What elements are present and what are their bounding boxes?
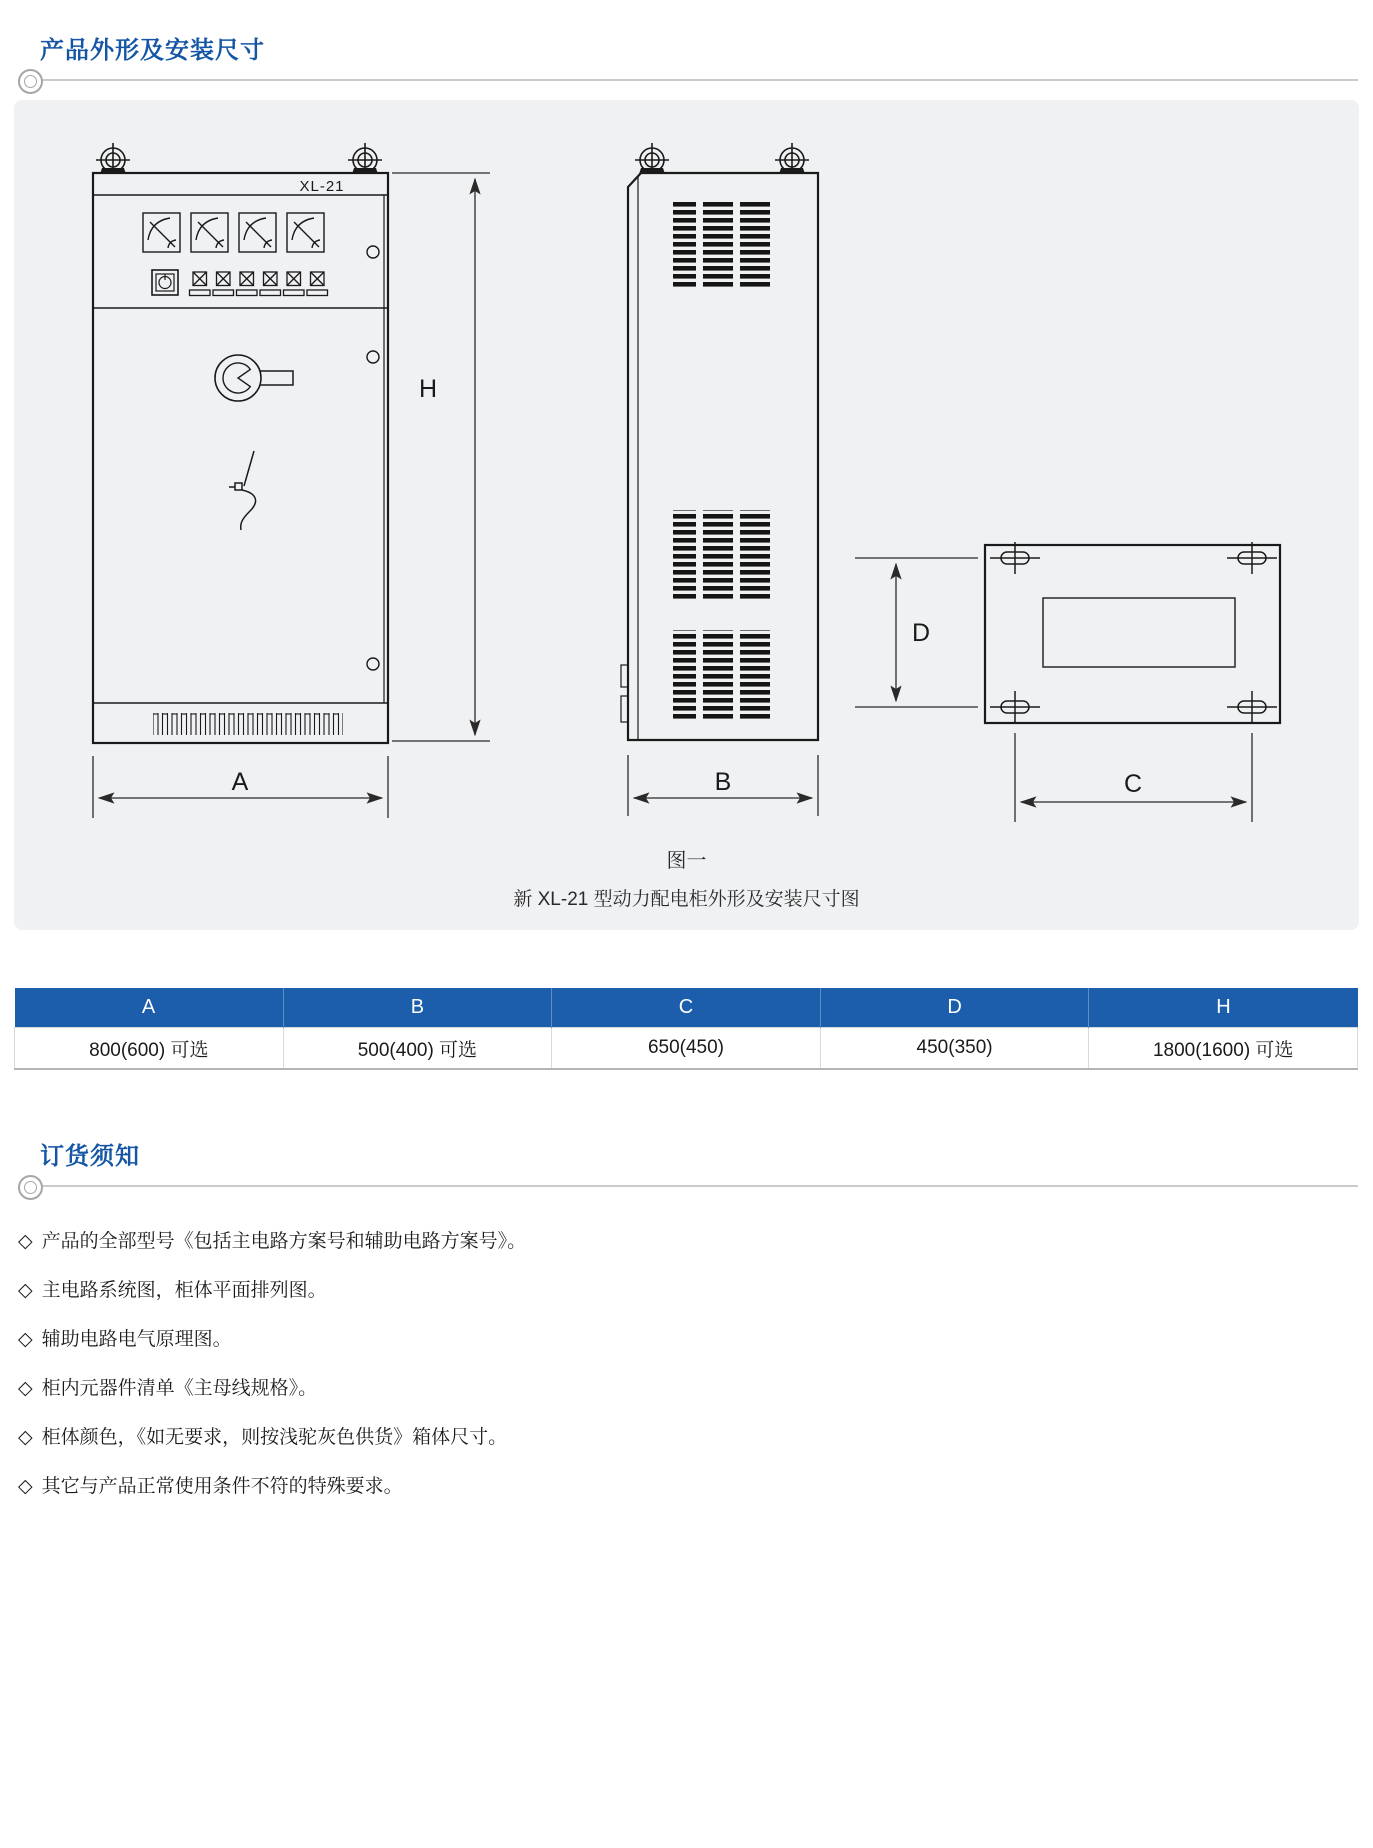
panel-meter-icon [191, 213, 228, 252]
figure-caption: 新 XL-21 型动力配电柜外形及安装尺寸图 [513, 889, 860, 910]
value-c: 650(450) [552, 1028, 821, 1070]
column-header-b: B [283, 988, 552, 1028]
dim-label-h: H [418, 375, 438, 403]
door-lock-icon [367, 658, 379, 670]
indicator-lamp-icon [307, 272, 328, 296]
list-item [18, 1373, 1373, 1400]
diamond-bullet-icon: ◇ [18, 1476, 33, 1497]
side-view [621, 143, 818, 740]
dim-label-d: D [911, 619, 931, 647]
note-text: 辅助电路电气原理图。 [41, 1329, 232, 1350]
column-header-a: A [15, 988, 284, 1028]
cabinet-model-label: XL-21 [299, 178, 345, 195]
panel-meter-icon [287, 213, 324, 252]
bottom-vent-grille [153, 713, 343, 735]
note-text: 其它与产品正常使用条件不符的特殊要求。 [41, 1476, 403, 1497]
ordering-notes-title: 订货须知 [40, 1143, 140, 1170]
table-header-row [15, 988, 1358, 1028]
control-button-icon [152, 270, 178, 295]
column-header-c: C [552, 988, 821, 1028]
note-text: 柜内元器件清单《主母线规格》。 [41, 1378, 318, 1399]
indicator-lamp-icon [237, 272, 258, 296]
value-b: 500(400) 可选 [283, 1028, 552, 1070]
divider-line [37, 79, 1358, 81]
side-vent-grille [673, 510, 777, 599]
divider-line [37, 1185, 1358, 1187]
mounting-view [985, 542, 1280, 723]
indicator-lamp-icon [213, 272, 234, 296]
dim-label-a: A [231, 768, 249, 796]
door-lock-icon [367, 246, 379, 258]
lifting-eyebolt-icon [635, 143, 669, 174]
page-title: 产品外形及安装尺寸 [40, 37, 265, 64]
lifting-eyebolt-icon [775, 143, 809, 174]
note-text: 柜体颜色，《如无要求，则按浅驼灰色供货》箱体尺寸。 [41, 1427, 508, 1448]
ordering-notes-list [0, 1226, 1373, 1498]
section-ordering-notes-header [0, 1136, 1373, 1200]
column-header-d: D [820, 988, 1089, 1028]
figure-number: 图一 [666, 850, 707, 872]
technical-drawing [14, 100, 1358, 840]
value-h: 1800(1600) 可选 [1089, 1028, 1358, 1070]
note-text: 主电路系统图，柜体平面排列图。 [41, 1280, 327, 1301]
list-item [18, 1324, 1373, 1351]
table-value-row [15, 1028, 1358, 1070]
note-text: 产品的全部型号《包括主电路方案号和辅助电路方案号》。 [41, 1231, 527, 1252]
side-vent-grille [673, 201, 777, 290]
lifting-eyebolt-icon [96, 143, 130, 174]
section-product-dimensions-header [0, 0, 1373, 94]
figure-panel [14, 100, 1359, 930]
mounting-hole-icon [990, 691, 1040, 723]
header-divider [0, 68, 1373, 94]
list-item [18, 1471, 1373, 1498]
diamond-bullet-icon: ◇ [18, 1231, 33, 1252]
mounting-hole-icon [1227, 542, 1277, 574]
side-vent-grille [673, 630, 777, 722]
dim-label-c: C [1123, 770, 1143, 798]
rotary-handle-icon [215, 355, 293, 401]
list-item [18, 1275, 1373, 1302]
lightning-emblem-icon [229, 451, 256, 530]
mounting-hole-icon [1227, 691, 1277, 723]
diamond-bullet-icon: ◇ [18, 1280, 33, 1301]
door-lock-icon [367, 351, 379, 363]
value-a: 800(600) 可选 [15, 1028, 284, 1070]
panel-meter-icon [239, 213, 276, 252]
indicator-lamp-icon [190, 272, 211, 296]
value-d: 450(350) [820, 1028, 1089, 1070]
ring-bullet-icon [18, 1175, 43, 1200]
mounting-hole-icon [990, 542, 1040, 574]
column-header-h: H [1089, 988, 1358, 1028]
ring-bullet-icon [18, 69, 43, 94]
front-view [93, 143, 388, 743]
diamond-bullet-icon: ◇ [18, 1329, 33, 1350]
list-item [18, 1226, 1373, 1253]
diamond-bullet-icon: ◇ [18, 1427, 33, 1448]
dimension-table [14, 988, 1358, 1070]
list-item [18, 1422, 1373, 1449]
lifting-eyebolt-icon [348, 143, 382, 174]
indicator-lamp-icon [284, 272, 305, 296]
dim-label-b: B [714, 768, 732, 796]
panel-meter-icon [143, 213, 180, 252]
diamond-bullet-icon: ◇ [18, 1378, 33, 1399]
indicator-lamp-icon [260, 272, 281, 296]
header-divider [0, 1174, 1373, 1200]
